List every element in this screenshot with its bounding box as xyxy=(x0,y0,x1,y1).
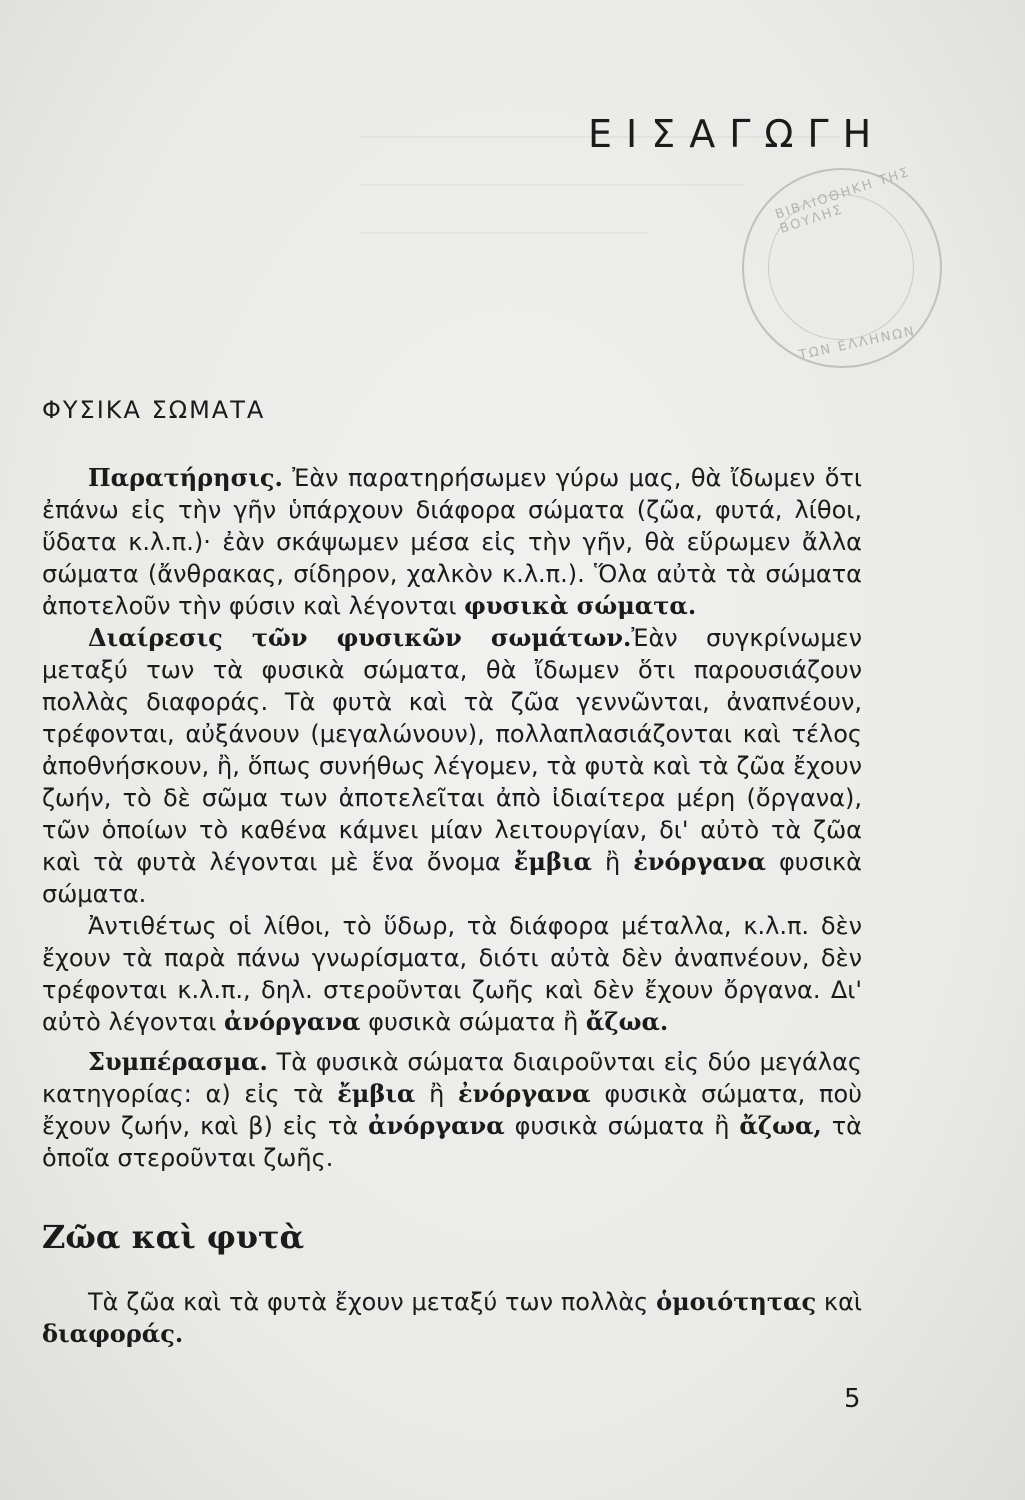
body-text-2 xyxy=(42,1286,862,1350)
stamp-text-top: ΒΙΒΛΙΟΘΗΚΗ ΤΗΣ ΒΟΥΛΗΣ xyxy=(773,164,913,237)
paragraph-text: Ἀντιθέτως οἱ λίθοι, τὸ ὕδωρ, τὰ διάφορα μέταλλα, κ.λ.π. δὲν ἔχουν τὰ παρὰ πάνω γνωρίσματα, διότι αὐτὰ δὲν ἀναπνέουν, δὲν τρέφονται κ.λ.π., δηλ. στεροῦνται ζωῆς καὶ δὲν ἔχουν ὄργανα. Δι' αὐτὸ λέγονται xyxy=(42,912,862,1036)
paragraph-text: φυσικὰ σώματα. xyxy=(42,848,862,908)
paragraph-text: ἢ xyxy=(415,1080,458,1108)
library-stamp xyxy=(742,164,942,368)
paragraph-text: τὰ ὁποῖα στεροῦνται ζωῆς. xyxy=(42,1112,862,1172)
paragraph-text: φυσικὰ σώματα ἢ xyxy=(504,1112,740,1140)
paragraph-animals-plants xyxy=(42,1286,862,1350)
bold-term: διαφοράς. xyxy=(42,1319,184,1348)
bold-term: ἔμβια xyxy=(513,847,592,876)
paragraph-inorganic xyxy=(42,910,862,1038)
bold-term: ἀνόργανα xyxy=(223,1007,361,1036)
bold-term: ὁμοιότητας xyxy=(656,1287,817,1316)
bold-term: φυσικὰ σώματα. xyxy=(464,591,697,620)
paragraph-text: ἢ xyxy=(591,848,634,876)
paragraph-conclusion xyxy=(42,1046,862,1174)
bold-term: ἄζωα. xyxy=(585,1007,669,1036)
paragraph-text: Ἐὰν συγκρίνωμεν μεταξύ των τὰ φυσικὰ σώματα, θὰ ἴδωμεν ὅτι παρουσιάζουν πολλὰς διαφοράς. Τὰ φυτὰ καὶ τὰ ζῶα γεννῶνται, ἀναπνέουν, τρέφονται, αὐξάνουν (μεγαλώνουν), πολλαπλασιάζονται καὶ τέλος ἀποθνήσκουν, ἢ, ὅπως συνήθως λέγομεν, τὰ φυτὰ καὶ τὰ ζῶα ἔχουν ζωήν, τὸ δὲ σῶμα των ἀποτελεῖται ἀπὸ ἰδιαίτερα μέρη (ὄργανα), τῶν ὁποίων τὸ καθένα κάμνει μίαν λειτουργίαν, δι' αὐτὸ τὰ ζῶα καὶ τὰ φυτὰ λέγονται μὲ ἕνα ὄνομα xyxy=(42,624,863,876)
subsection-title: Ζῶα καὶ φυτὰ xyxy=(42,1218,305,1256)
paragraph-text: Τὰ φυσικὰ σώματα διαιροῦνται εἰς δύο μεγάλας κατηγορίας: α) εἰς τὰ xyxy=(42,1048,862,1108)
paragraph-text: καὶ xyxy=(816,1288,863,1316)
page-title: ΕΙΣΑΓΩΓΗ xyxy=(588,112,886,156)
stamp-text-bottom: ΤΩΝ ΕΛΛΗΝΩΝ xyxy=(797,323,918,364)
bold-term: ἀνόργανα xyxy=(368,1111,505,1140)
paragraph-text: Ἐὰν παρατηρήσωμεν γύρω μας, θὰ ἴδωμεν ὅτι ἐπάνω εἰς τὴν γῆν ὑπάρχουν διάφορα σώματα (ζῶα, φυτά, λίθοι, ὕδατα κ.λ.π.)· ἐὰν σκάψωμεν μέσα εἰς τὴν γῆν, θὰ εὕρωμεν ἄλλα σώματα (ἄνθρακας, σίδηρον, χαλκὸν κ.λ.π.). Ὅλα αὐτὰ τὰ σώματα ἀποτελοῦν τὴν φύσιν καὶ λέγονται xyxy=(42,464,862,620)
paragraph-division xyxy=(42,622,862,910)
section-title: ΦΥΣΙΚΑ ΣΩΜΑΤΑ xyxy=(42,396,266,424)
body-text xyxy=(42,462,862,1174)
bold-term: ἐνόργανα xyxy=(457,1079,591,1108)
bold-term: ἔμβια xyxy=(337,1079,416,1108)
bold-term: ἄζωα, xyxy=(739,1111,822,1140)
paragraph-lead: Συμπέρασμα. xyxy=(88,1047,268,1076)
paragraph-text: Τὰ ζῶα καὶ τὰ φυτὰ ἔχουν μεταξύ των πολλὰς xyxy=(88,1288,657,1316)
bold-term: ἐνόργανα xyxy=(633,847,766,876)
paragraph-text: φυσικὰ σώματα ἢ xyxy=(360,1008,586,1036)
paragraph-lead: Παρατήρησις. xyxy=(88,463,283,492)
paragraph-lead: Διαίρεσις τῶν φυσικῶν σωμάτων. xyxy=(88,623,632,652)
paragraph-observation xyxy=(42,462,862,622)
page-number: 5 xyxy=(844,1384,861,1414)
paragraph-text: φυσικὰ σώματα, ποὺ ἔχουν ζωήν, καὶ β) εἰς τὰ xyxy=(42,1080,863,1140)
